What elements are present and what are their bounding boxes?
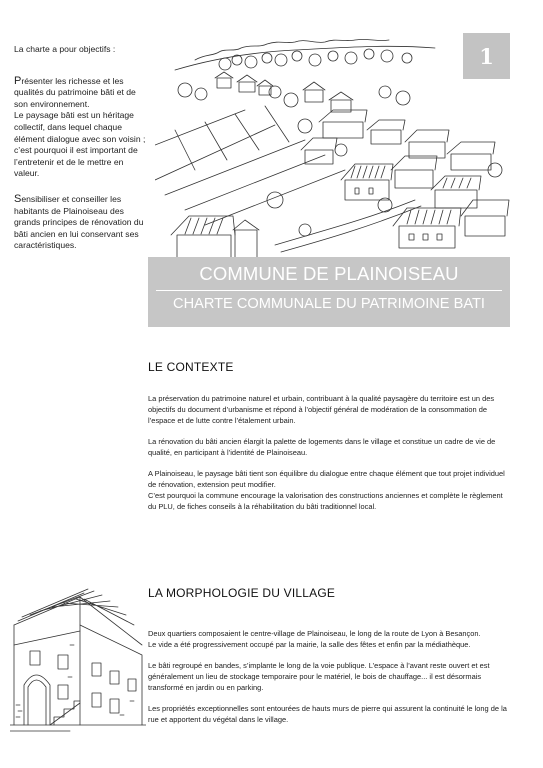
morphologie-paragraph-1: Deux quartiers composaient le centre-village de Plainoiseau, le long de la route de Lyon à Besançon. xyxy=(148,629,481,638)
village-aerial-sketch xyxy=(155,30,513,266)
contexte-paragraph-2: La rénovation du bâti ancien élargit la palette de logements dans le village et constitue un cadre de vie de qualité, en participant à l’identité de Plainoiseau. xyxy=(148,437,496,457)
title-band xyxy=(148,257,510,327)
document-title: COMMUNE DE PLAINOISEAU xyxy=(199,263,459,284)
objective-2-dropcap: S xyxy=(14,192,22,205)
contexte-heading: LE CONTEXTE xyxy=(148,360,234,374)
objective-1-title xyxy=(14,76,150,111)
objective-2-text: ensibiliser et conseiller les habitants de Plainoiseau des grands principes de rénovation du bâti ancien en lui conservant ses caractéristiques. xyxy=(14,193,144,251)
morphologie-heading: LA MORPHOLOGIE DU VILLAGE xyxy=(148,586,336,600)
street-house-sketch xyxy=(10,585,146,735)
morphologie-paragraph-3: Le bâti regroupé en bandes, s’implante le long de la voie publique. L’espace à l’avant reste ouvert et est généralement un lieu de stockage temporaire pour le matériel, le bois de chauffage... il est désormais transformé en jardin ou en parking. xyxy=(148,661,490,692)
contexte-paragraph-3: A Plainoiseau, le paysage bâti tient son équilibre du dialogue entre chaque élément que tout projet individuel de rénovation, extension peut modifier. xyxy=(148,469,505,489)
objective-1-detail: Le paysage bâti est un héritage collectif, dans lequel chaque élément dialogue avec son voisin ; c’est pourquoi il est important de l’entretenir et de le mettre en valeur. xyxy=(14,110,146,179)
morphologie-paragraph-2: Le vide a été progressivement occupé par la mairie, la salle des fêtes et enfin par la médiathèque. xyxy=(148,640,471,649)
morphologie-paragraph-4: Les propriétés exceptionnelles sont entourées de hauts murs de pierre qui assurent la continuité le long de la rue et apportent du végétal dans le village. xyxy=(148,704,507,724)
contexte-paragraph-1: La préservation du patrimoine naturel et urbain, contribuant à la qualité paysagère du territoire est un des objectifs du document d’urbanisme et répond à l’objectif général de modération de la consommation de l’espace et de lutte contre l’étalement urbain. xyxy=(148,394,495,425)
intro-column xyxy=(14,44,150,252)
contexte-body xyxy=(148,393,510,522)
objective-1-text: résenter les richesse et les qualités du patrimoine bâti et de son environnement. xyxy=(14,75,136,109)
title-divider xyxy=(156,290,502,291)
morphologie-body xyxy=(148,628,510,735)
objective-2-title xyxy=(14,194,150,252)
objective-1-dropcap: P xyxy=(14,74,22,87)
document-subtitle: CHARTE COMMUNALE DU PATRIMOINE BATI xyxy=(173,296,485,312)
intro-lead: La charte a pour objectifs : xyxy=(14,44,116,54)
page-number-badge: 1 xyxy=(463,33,510,79)
contexte-paragraph-4: C’est pourquoi la commune encourage la valorisation des constructions anciennes et complète le règlement du PLU, de fiches conseils à la réhabilitation du bâti traditionnel local. xyxy=(148,491,503,511)
